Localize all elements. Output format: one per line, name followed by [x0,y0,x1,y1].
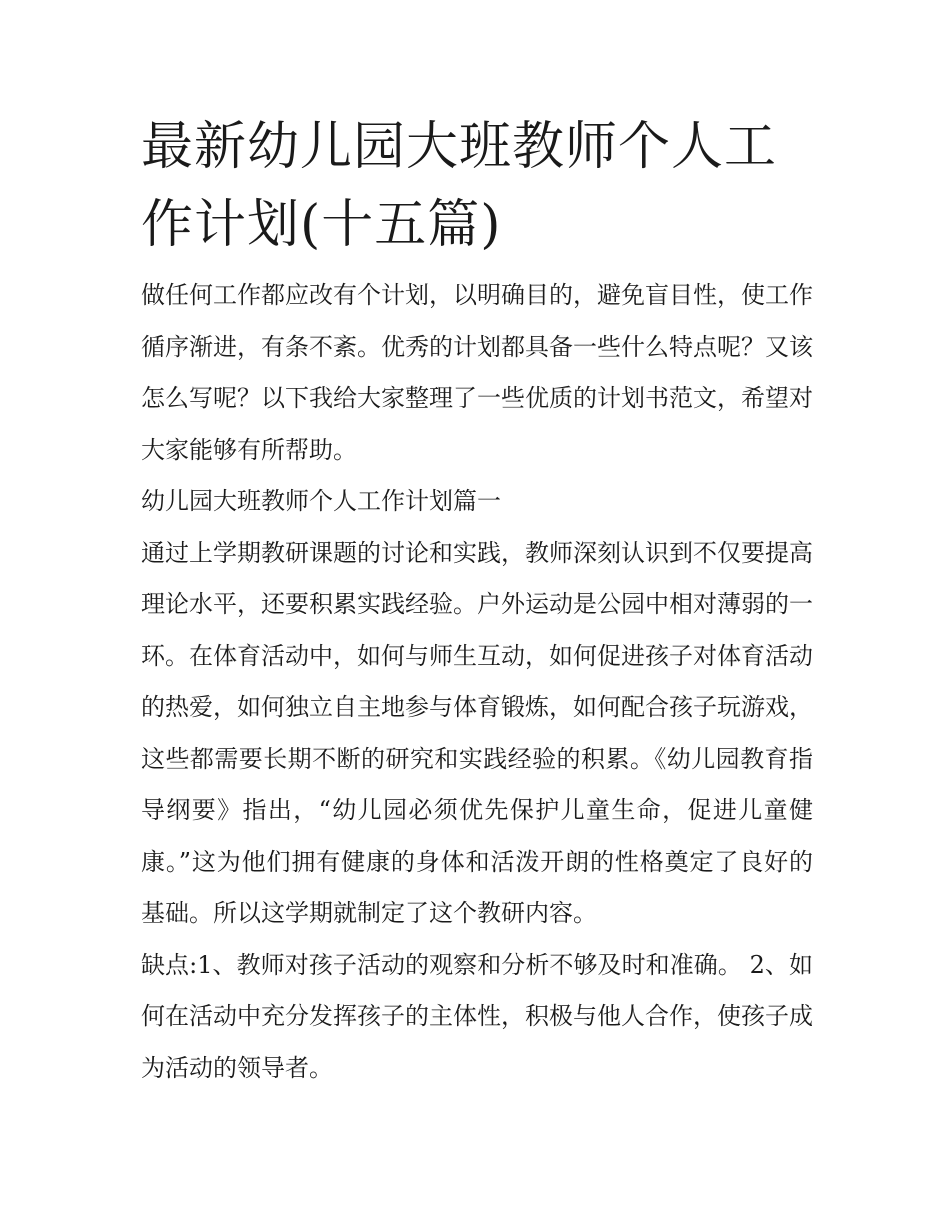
shortcomings-paragraph: 缺点:1、教师对孩子活动的观察和分析不够及时和准确。 2、如何在活动中充分发挥孩子的主体性，积极与他人合作，使孩子成为活动的领导者。 [141,950,813,1082]
intro-paragraph: 做任何工作都应改有个计划，以明确目的，避免盲目性，使工作循序渐进，有条不紊。优秀的计划都具备一些什么特点呢？又该怎么写呢？以下我给大家整理了一些优质的计划书范文，希望对大家能够有所帮助。 [141,281,813,464]
section-heading: 幼儿园大班教师个人工作计划篇一 [141,487,501,515]
document-page [141,108,813,1094]
body-paragraph: 通过上学期教研课题的讨论和实践，教师深刻认识到不仅要提高理论水平，还要积累实践经验。户外运动是公园中相对薄弱的一环。在体育活动中，如何与师生互动，如何促进孩子对体育活动的热爱，如何独立自主地参与体育锻炼，如何配合孩子玩游戏，这些都需要长期不断的研究和实践经验的积累。《幼儿园教育指导纲要》指出，“幼儿园必须优先保护儿童生命，促进儿童健康。”这为他们拥有健康的身体和活泼开朗的性格奠定了良好的基础。所以这学期就制定了这个教研内容。 [141,538,813,927]
document-title: 最新幼儿园大班教师个人工作计划(十五篇) [141,117,778,255]
